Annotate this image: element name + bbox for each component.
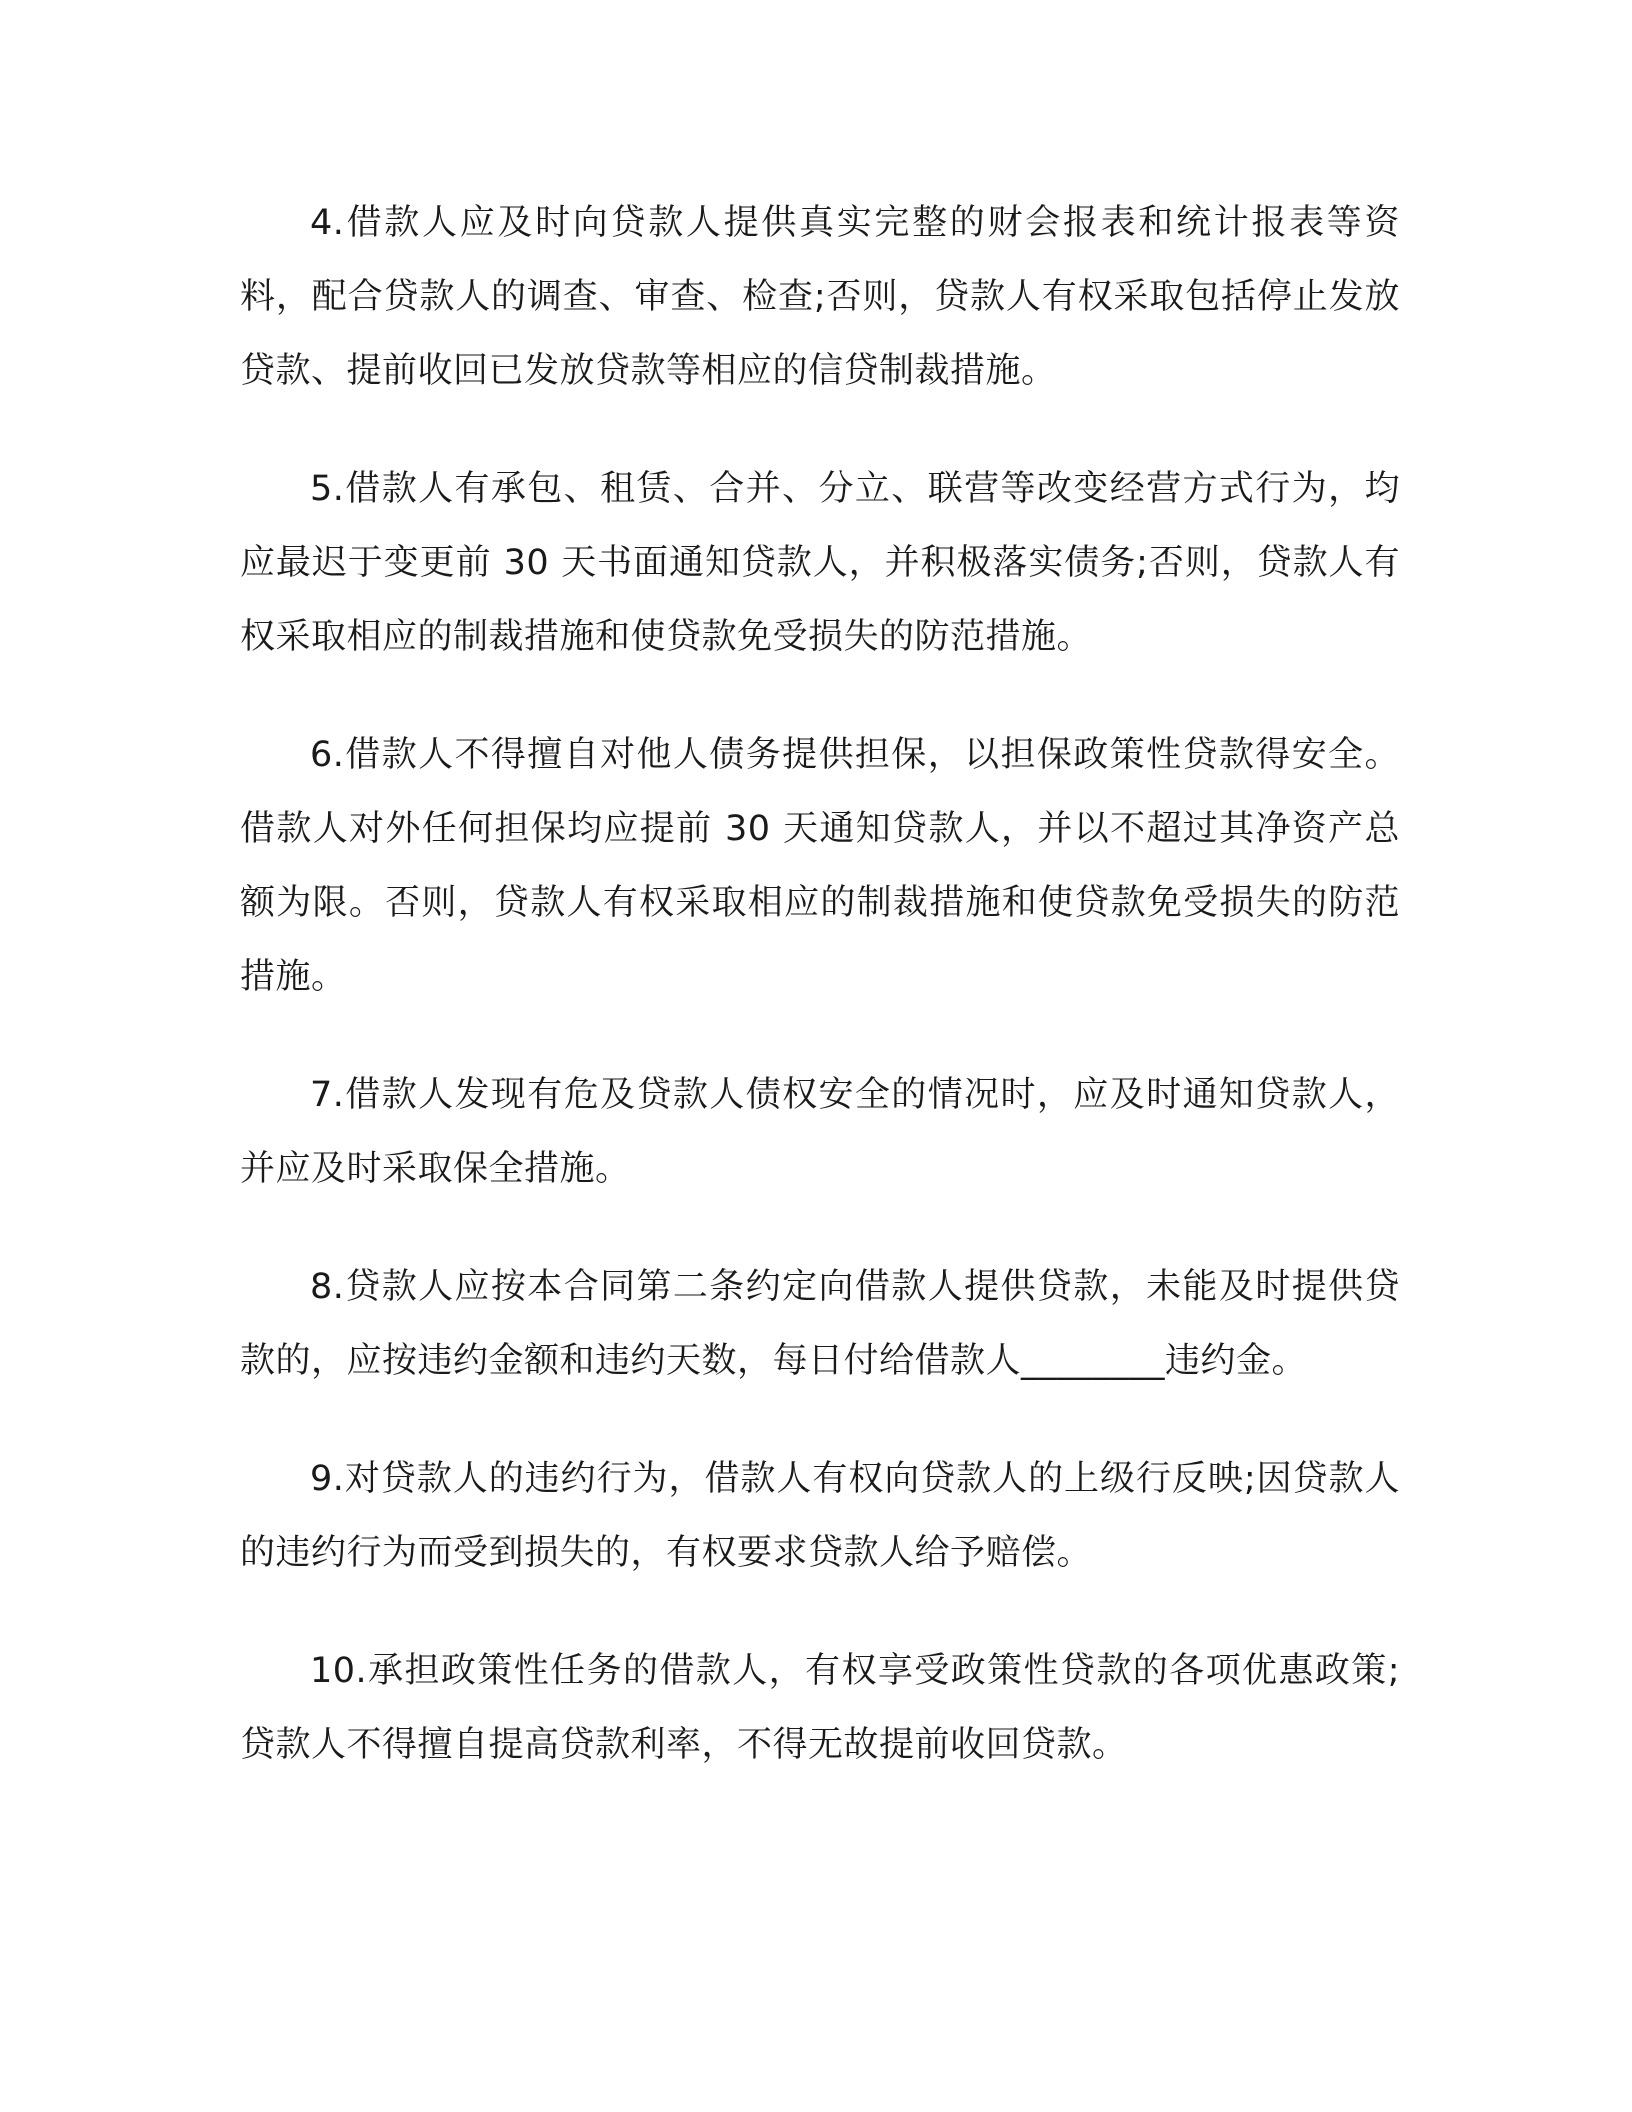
clause-10-paragraph: 10.承担政策性任务的借款人，有权享受政策性贷款的各项优惠政策;贷款人不得擅自提高贷款利率，不得无故提前收回贷款。 bbox=[240, 1651, 1400, 1765]
clause-9-paragraph: 9.对贷款人的违约行为，借款人有权向贷款人的上级行反映;因贷款人的违约行为而受到损失的，有权要求贷款人给予赔偿。 bbox=[240, 1459, 1400, 1573]
clause-8-paragraph: 8.贷款人应按本合同第二条约定向借款人提供贷款，未能及时提供贷款的，应按违约金额和违约天数，每日付给借款人________违约金。 bbox=[240, 1267, 1400, 1381]
clause-7-paragraph: 7.借款人发现有危及贷款人债权安全的情况时，应及时通知贷款人，并应及时采取保全措施。 bbox=[240, 1075, 1400, 1189]
document-page bbox=[240, 186, 1400, 1826]
clause-6-paragraph: 6.借款人不得擅自对他人债务提供担保，以担保政策性贷款得安全。借款人对外任何担保均应提前 30 天通知贷款人，并以不超过其净资产总额为限。否则，贷款人有权采取相应的制裁措施和使贷款免受损失的防范措施。 bbox=[240, 735, 1400, 997]
clause-5-paragraph: 5.借款人有承包、租赁、合并、分立、联营等改变经营方式行为，均应最迟于变更前 30 天书面通知贷款人，并积极落实债务;否则，贷款人有权采取相应的制裁措施和使贷款免受损失的防范措施。 bbox=[240, 469, 1400, 657]
clause-4-paragraph: 4.借款人应及时向贷款人提供真实完整的财会报表和统计报表等资料，配合贷款人的调查、审查、检查;否则，贷款人有权采取包括停止发放贷款、提前收回已发放贷款等相应的信贷制裁措施。 bbox=[240, 203, 1400, 391]
